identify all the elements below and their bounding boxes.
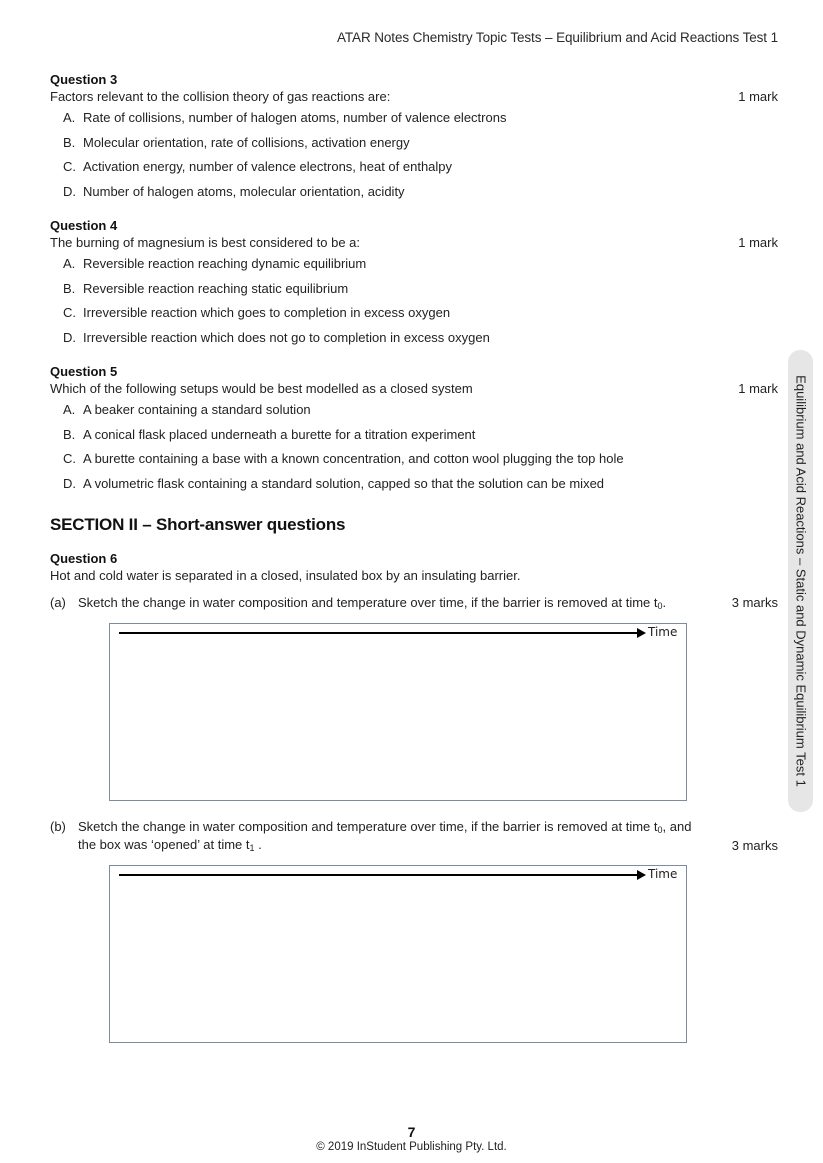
marks-label: 3 marks xyxy=(731,838,778,853)
option-d[interactable] xyxy=(50,472,778,497)
part-label: (b) xyxy=(50,819,66,834)
question-stem-text: The burning of magnesium is best considered to be a: xyxy=(50,235,361,250)
question-title: Question 6 xyxy=(50,551,118,566)
question-4 xyxy=(50,218,778,350)
option-letter: A. xyxy=(63,402,76,417)
time-axis-line xyxy=(119,874,639,876)
question-stem-text: Factors relevant to the collision theory of gas reactions are: xyxy=(50,89,391,104)
answer-box-6a[interactable] xyxy=(109,623,687,801)
part-text-tail: . xyxy=(662,595,667,610)
answer-box-6b[interactable] xyxy=(109,865,687,1043)
question-stem-text: Which of the following setups would be best modelled as a closed system xyxy=(50,381,473,396)
running-header: ATAR Notes Chemistry Topic Tests – Equilibrium and Acid Reactions Test 1 xyxy=(337,30,778,45)
question-3 xyxy=(50,72,778,204)
part-label: (a) xyxy=(50,595,66,610)
option-letter: D. xyxy=(63,475,76,491)
subscript-1: 1 xyxy=(249,843,255,853)
option-b[interactable] xyxy=(50,277,778,302)
option-letter: B. xyxy=(63,134,76,150)
time-axis-label: Time xyxy=(648,625,678,639)
option-letter: A. xyxy=(63,110,76,125)
option-b[interactable] xyxy=(50,131,778,156)
copyright-notice: © 2019 InStudent Publishing Pty. Ltd. xyxy=(316,1141,507,1153)
option-text: Rate of collisions, number of halogen atoms, number of valence electrons xyxy=(83,110,507,125)
option-letter: D. xyxy=(63,183,76,199)
subscript-0: 0 xyxy=(657,825,663,835)
section-heading: SECTION II – Short-answer questions xyxy=(50,515,346,534)
side-tab xyxy=(788,350,813,812)
option-text: Reversible reaction reaching static equilibrium xyxy=(83,280,349,296)
arrow-right-icon xyxy=(637,870,646,880)
option-letter: B. xyxy=(63,426,76,442)
option-letter: C. xyxy=(63,159,76,174)
option-a[interactable] xyxy=(50,106,778,131)
part-text-line1: Sketch the change in water composition and temperature over time, if the barrier is removed at time t xyxy=(78,819,658,834)
marks-label: 3 marks xyxy=(731,595,778,610)
marks-label: 1 mark xyxy=(738,89,778,104)
option-text: Irreversible reaction which goes to completion in excess oxygen xyxy=(83,305,451,320)
option-letter: C. xyxy=(63,451,76,466)
option-text: A burette containing a base with a known concentration, and cotton wool plugging the top hole xyxy=(83,451,624,466)
option-d[interactable] xyxy=(50,180,778,205)
question-6b-prompt xyxy=(50,818,778,854)
arrow-right-icon xyxy=(637,628,646,638)
question-stem xyxy=(50,567,778,585)
option-letter: D. xyxy=(63,329,76,345)
option-letter: B. xyxy=(63,280,76,296)
marks-label: 1 mark xyxy=(738,381,778,396)
part-text-line2-tail: . xyxy=(254,837,262,852)
question-title: Question 5 xyxy=(50,364,118,379)
page-number: 7 xyxy=(407,1124,416,1140)
option-letter: C. xyxy=(63,305,76,320)
question-stem xyxy=(50,234,778,252)
part-text-line1-tail: , and xyxy=(662,819,692,834)
option-text: Irreversible reaction which does not go to completion in excess oxygen xyxy=(83,329,490,345)
option-text: Number of halogen atoms, molecular orientation, acidity xyxy=(83,183,405,199)
subscript-0: 0 xyxy=(657,601,663,611)
option-c[interactable] xyxy=(50,301,778,326)
option-text: A beaker containing a standard solution xyxy=(83,402,311,417)
question-title: Question 4 xyxy=(50,218,118,233)
option-b[interactable] xyxy=(50,423,778,448)
option-c[interactable] xyxy=(50,155,778,180)
option-text: A conical flask placed underneath a burette for a titration experiment xyxy=(83,426,476,442)
part-text: Sketch the change in water composition and temperature over time, if the barrier is removed at time t xyxy=(78,595,658,610)
question-stem-text: Hot and cold water is separated in a closed, insulated box by an insulating barrier. xyxy=(50,568,521,583)
option-letter: A. xyxy=(63,256,76,271)
question-6 xyxy=(50,551,778,585)
option-a[interactable] xyxy=(50,398,778,423)
question-5 xyxy=(50,364,778,496)
option-a[interactable] xyxy=(50,252,778,277)
option-c[interactable] xyxy=(50,447,778,472)
side-tab-label: Equilibrium and Acid Reactions – Static and Dynamic Equilibrium Test 1 xyxy=(793,375,808,787)
option-d[interactable] xyxy=(50,326,778,351)
option-text: Activation energy, number of valence electrons, heat of enthalpy xyxy=(83,159,453,174)
question-title: Question 3 xyxy=(50,72,118,87)
time-axis-line xyxy=(119,632,639,634)
option-text: Molecular orientation, rate of collisions, activation energy xyxy=(83,134,410,150)
question-stem xyxy=(50,88,778,106)
marks-label: 1 mark xyxy=(738,235,778,250)
time-axis-label: Time xyxy=(648,867,678,881)
option-text: A volumetric flask containing a standard solution, capped so that the solution can be mixed xyxy=(83,475,605,491)
part-text-line2: the box was ‘opened’ at time t xyxy=(78,837,250,852)
question-stem xyxy=(50,380,778,398)
option-text: Reversible reaction reaching dynamic equilibrium xyxy=(83,256,367,271)
question-6a-prompt xyxy=(50,594,778,612)
